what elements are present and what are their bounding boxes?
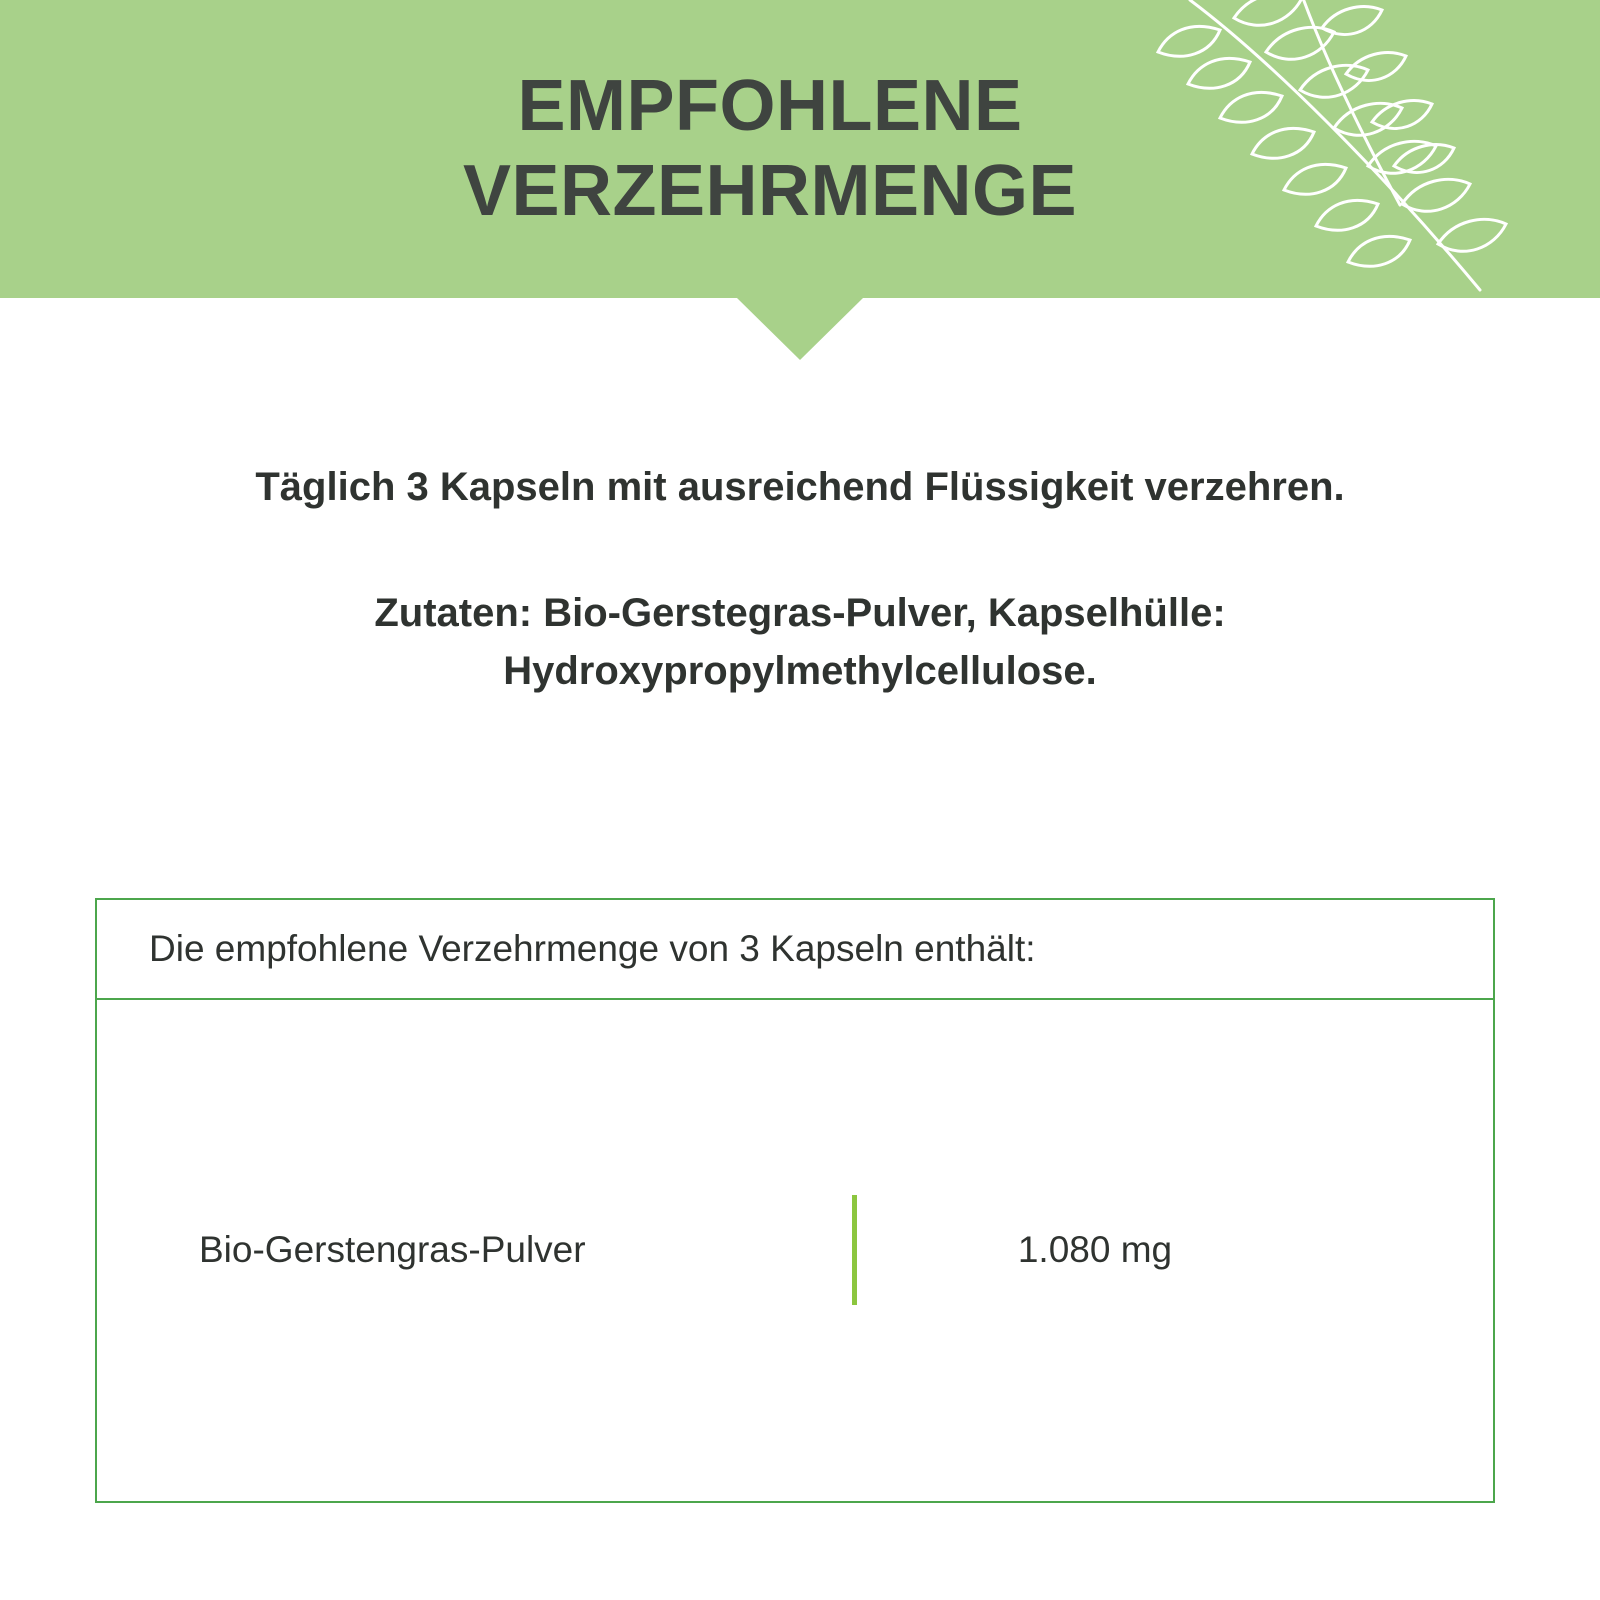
usage-instruction-text: Täglich 3 Kapseln mit ausreichend Flüssigkeit verzehren. — [255, 465, 1345, 509]
page-title-line-1: EMPFOHLENE — [517, 66, 1023, 147]
table-cell-value: 1.080 mg — [1017, 1229, 1173, 1270]
ingredients-text: Zutaten: Bio-Gerstegras-Pulver, Kapselhülle: Hydroxypropylmethylcellulose. — [374, 591, 1226, 693]
leaf-branch-icon — [1150, 0, 1570, 298]
nutrition-table-body — [97, 1000, 1493, 1501]
header-banner — [0, 0, 1600, 298]
page-title — [463, 64, 1077, 234]
nutrition-table-heading: Die empfohlene Verzehrmenge von 3 Kapseln enthält: — [149, 927, 1036, 969]
table-cell-name: Bio-Gerstengras-Pulver — [199, 1229, 586, 1270]
nutrition-table-header — [97, 900, 1493, 1000]
page-title-line-2: VERZEHRMENGE — [462, 151, 1078, 231]
table-row — [97, 1192, 1493, 1308]
content-area — [0, 298, 1600, 700]
nutrition-table — [95, 898, 1495, 1503]
